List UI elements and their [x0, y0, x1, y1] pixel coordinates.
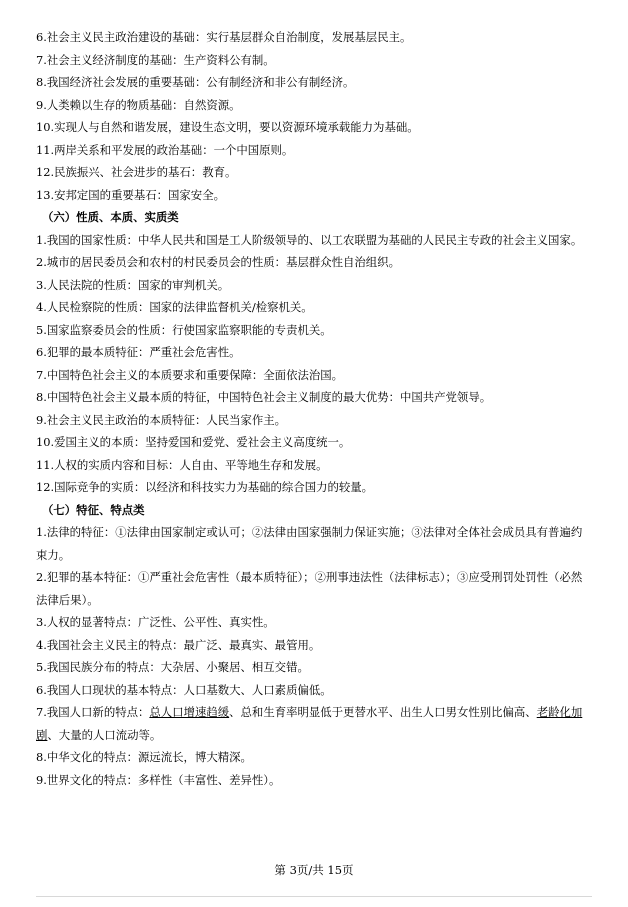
list-item: [36, 701, 592, 746]
list-item: 12.国际竞争的实质：以经济和科技实力为基础的综合国力的较量。: [36, 480, 374, 494]
list-item: 1.法律的特征：①法律由国家制定或认可；②法律由国家强制力保证实施；③法律对全体社会成员具有普遍约束力。: [36, 525, 583, 562]
list-item: 11.人权的实质内容和目标：人自由、平等地生存和发展。: [36, 457, 328, 472]
list-item: 9.社会主义民主政治的本质特征：人民当家作主。: [36, 412, 287, 427]
list-item: 7.社会主义经济制度的基础：生产资料公有制。: [36, 52, 275, 67]
item7-middle: 、总和生育率明显低于更替水平、出生人口男女性别比偏高、: [229, 705, 537, 719]
list-item: 2.城市的居民委员会和农村的村民委员会的性质：基层群众性自治组织。: [36, 255, 400, 269]
list-item: 6.犯罪的最本质特征：严重社会危害性。: [36, 345, 241, 359]
item7-suffix: 、大量的人口流动等。: [47, 727, 162, 742]
list-item: 10.实现人与自然和谐发展，建设生态文明，要以资源环境承载能力为基础。: [36, 120, 419, 134]
item7-underlined-2: 老龄化加剧: [36, 705, 583, 742]
list-item: 9.人类赖以生存的物质基础：自然资源。: [36, 97, 241, 112]
list-item: 1.我国的国家性质：中华人民共和国是工人阶级领导的、以工农联盟为基础的人民民主专政的社会主义国家。: [36, 232, 583, 247]
item7-underlined-1: 总人口增速趋缓: [149, 705, 230, 719]
section-heading-6: （六）性质、本质、实质类: [42, 210, 179, 224]
list-item: 8.我国经济社会发展的重要基础：公有制经济和非公有制经济。: [36, 75, 355, 89]
list-item: 13.安邦定国的重要基石：国家安全。: [36, 187, 225, 202]
list-item: 3.人民法院的性质：国家的审判机关。: [36, 277, 230, 292]
list-item: 12.民族振兴、社会进步的基石：教育。: [36, 165, 237, 179]
list-item: 5.国家监察委员会的性质：行使国家监察职能的专责机关。: [36, 322, 332, 337]
section-heading-7: （七）特征、特点类: [42, 502, 145, 517]
list-item: 2.犯罪的基本特征：①严重社会危害性（最本质特征）；②刑事违法性（法律标志）；③应受刑罚处罚性（必然法律后果）。: [36, 570, 583, 607]
item7-prefix: 7.我国人口新的特点：: [36, 705, 150, 719]
document-body: [36, 26, 592, 791]
list-item: 9.世界文化的特点：多样性（丰富性、差异性）。: [36, 772, 281, 787]
list-item: 7.中国特色社会主义的本质要求和重要保障：全面依法治国。: [36, 367, 344, 382]
list-item: 8.中华文化的特点：源远流长，博大精深。: [36, 750, 252, 764]
list-item: 10.爱国主义的本质：坚持爱国和爱党、爱社会主义高度统一。: [36, 435, 351, 449]
footer-divider: [36, 896, 592, 897]
list-item: 11.两岸关系和平发展的政治基础：一个中国原则。: [36, 142, 294, 157]
list-item: 6.我国人口现状的基本特点：人口基数大、人口素质偏低。: [36, 682, 332, 697]
list-item: 6.社会主义民主政治建设的基础：实行基层群众自治制度，发展基层民主。: [36, 30, 412, 44]
list-item: 4.人民检察院的性质：国家的法律监督机关/检察机关。: [36, 300, 313, 314]
list-item: 4.我国社会主义民主的特点：最广泛、最真实、最管用。: [36, 637, 321, 652]
list-item: 8.中国特色社会主义最本质的特征，中国特色社会主义制度的最大优势：中国共产党领导。: [36, 390, 492, 404]
list-item: 5.我国民族分布的特点：大杂居、小聚居、相互交错。: [36, 660, 309, 674]
page-number: 第 3页/共 15页: [274, 863, 354, 877]
list-item: 3.人权的显著特点：广泛性、公平性、真实性。: [36, 615, 275, 629]
